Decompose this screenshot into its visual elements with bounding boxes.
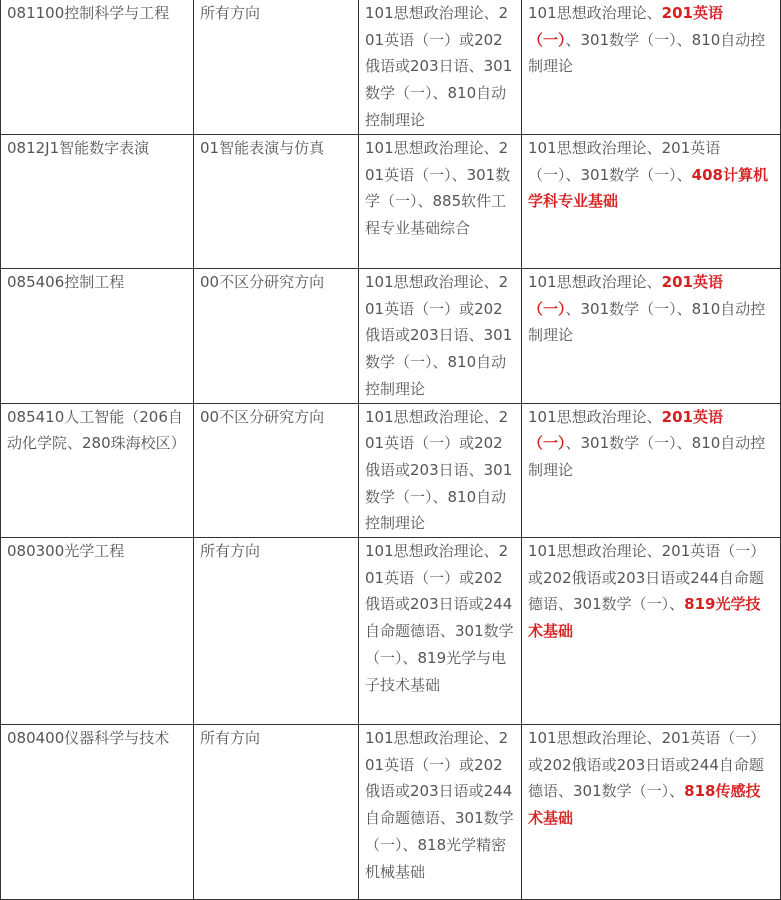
highlighted-subject: 818传感技术基础 (528, 782, 761, 828)
subject-text: 101思想政治理论、 (528, 273, 662, 291)
table-row (1, 725, 781, 900)
major-cell: 081100控制科学与工程 (1, 0, 194, 135)
highlighted-subject: 201英语（一） (528, 407, 723, 453)
subject-text: 、301数学（一）、810自动控制理论 (528, 30, 766, 76)
subject-text: 101思想政治理论、 (528, 407, 662, 426)
adjusted-subjects-cell (522, 135, 781, 269)
major-cell: 0812J1智能数字表演 (1, 135, 194, 269)
table-row (1, 403, 781, 538)
adjusted-subjects-cell (522, 538, 781, 725)
exam-subjects-cell: 101思想政治理论、201英语（一）或202俄语或203日语、301数学（一）、810自动控制理论 (359, 269, 522, 404)
direction-cell: 00不区分研究方向 (194, 269, 359, 404)
major-cell: 080400仪器科学与技术 (1, 725, 194, 900)
subject-text: 101思想政治理论、201英语（一）或202俄语或203日语或244自命题德语、301数学（一）、 (528, 729, 766, 801)
direction-cell: 所有方向 (194, 725, 359, 900)
direction-cell: 所有方向 (194, 538, 359, 725)
exam-subjects-cell: 101思想政治理论、201英语（一）或202俄语或203日语、301数学（一）、810自动控制理论 (359, 0, 522, 135)
direction-cell: 所有方向 (194, 0, 359, 135)
subject-text: 101思想政治理论、 (528, 4, 662, 22)
exam-subjects-cell: 101思想政治理论、201英语（一）或202俄语或203日语、301数学（一）、810自动控制理论 (359, 403, 522, 538)
adjusted-subjects-cell (522, 269, 781, 404)
subject-text: 101思想政治理论、201英语（一）、301数学（一）、 (528, 139, 721, 184)
major-cell: 080300光学工程 (1, 538, 194, 725)
exam-subjects-cell: 101思想政治理论、201英语（一）或202俄语或203日语或244自命题德语、301数学（一）、818光学精密机械基础 (359, 725, 522, 900)
highlighted-subject: 408计算机学科专业基础 (528, 165, 768, 211)
highlighted-subject: 819光学技术基础 (528, 595, 761, 641)
adjusted-subjects-cell (522, 0, 781, 135)
subject-text: 、301数学（一）、810自动控制理论 (528, 434, 766, 479)
subject-text: 、301数学（一）、810自动控制理论 (528, 299, 766, 345)
highlighted-subject: 201英语（一） (528, 273, 723, 318)
highlighted-subject: 201英语（一） (528, 4, 723, 49)
major-cell: 085410人工智能（206自动化学院、280珠海校区） (1, 403, 194, 538)
adjusted-subjects-cell (522, 725, 781, 900)
exam-subjects-cell: 101思想政治理论、201英语（一）或202俄语或203日语或244自命题德语、301数学（一）、819光学与电子技术基础 (359, 538, 522, 725)
table-row (1, 135, 781, 269)
direction-cell: 00不区分研究方向 (194, 403, 359, 538)
subject-text: 101思想政治理论、201英语（一）或202俄语或203日语或244自命题德语、301数学（一）、 (528, 542, 766, 614)
table-row (1, 538, 781, 725)
table-row (1, 269, 781, 404)
exam-subjects-cell: 101思想政治理论、201英语（一）、301数学（一）、885软件工程专业基础综合 (359, 135, 522, 269)
direction-cell: 01智能表演与仿真 (194, 135, 359, 269)
table-row (1, 0, 781, 135)
major-cell: 085406控制工程 (1, 269, 194, 404)
adjusted-subjects-cell (522, 403, 781, 538)
